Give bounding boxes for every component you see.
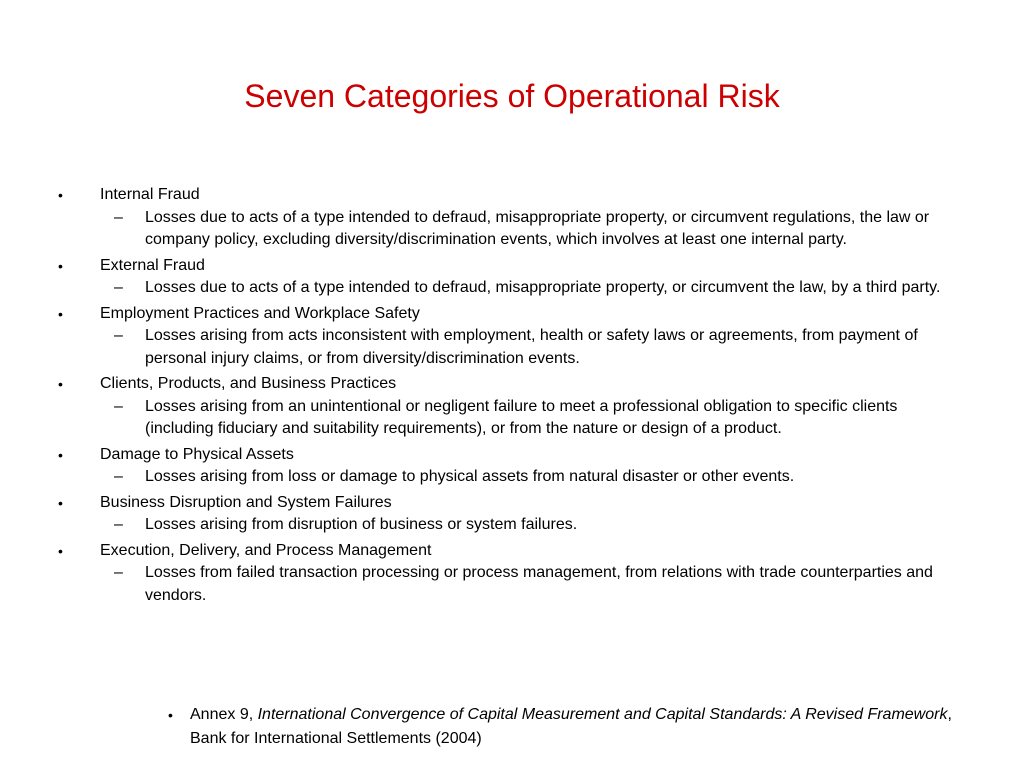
category-heading: Employment Practices and Workplace Safety bbox=[100, 304, 420, 322]
dash-icon: – bbox=[114, 279, 123, 296]
list-item bbox=[0, 255, 1024, 300]
category-description bbox=[0, 466, 1024, 489]
category-description bbox=[0, 396, 1024, 441]
list-item bbox=[0, 373, 1024, 441]
category-description bbox=[0, 277, 1024, 300]
dash-icon: – bbox=[114, 397, 123, 415]
category-heading: Clients, Products, and Business Practices bbox=[100, 375, 397, 392]
category-description bbox=[0, 207, 1024, 252]
dash-icon: – bbox=[114, 327, 123, 344]
list-item bbox=[0, 184, 1024, 252]
bullet-icon: • bbox=[58, 187, 63, 203]
citation-source: , Bank for International Settlements (2004) bbox=[190, 706, 952, 747]
category-heading: Damage to Physical Assets bbox=[100, 445, 294, 463]
category-heading: External Fraud bbox=[100, 256, 205, 274]
category-heading: Business Disruption and System Failures bbox=[100, 493, 392, 511]
list-item bbox=[0, 444, 1024, 489]
description-text: Losses due to acts of a type intended to defraud, misappropriate property, or circumvent regulations, the law or company policy, excluding diversity/discrimination events, which involves at least one internal party. bbox=[145, 208, 930, 248]
bullet-icon: • bbox=[58, 257, 63, 274]
bullet-icon: • bbox=[168, 707, 173, 723]
category-description bbox=[0, 325, 1024, 370]
dash-icon: – bbox=[114, 468, 123, 485]
description-text: Losses arising from acts inconsistent with employment, health or safety laws or agreements, from payment of personal injury claims, or from diversity/discrimination events. bbox=[145, 327, 918, 367]
category-heading: Execution, Delivery, and Process Management bbox=[100, 541, 432, 559]
bullet-icon: • bbox=[58, 494, 63, 511]
description-text: Losses from failed transaction processing or process management, from relations with trade counterparties and vendors. bbox=[145, 564, 933, 604]
citation-title: International Convergence of Capital Measurement and Capital Standards: A Revised Framework bbox=[257, 706, 948, 723]
list-item bbox=[0, 540, 1024, 608]
list-item bbox=[0, 492, 1024, 537]
bullet-icon: • bbox=[58, 305, 63, 322]
bullet-icon: • bbox=[58, 376, 63, 392]
dash-icon: – bbox=[114, 564, 123, 581]
bullet-icon: • bbox=[58, 542, 63, 559]
dash-icon: – bbox=[114, 208, 123, 226]
citation-prefix: Annex 9, bbox=[190, 706, 258, 723]
source-citation bbox=[168, 703, 980, 751]
description-text: Losses arising from an unintentional or negligent failure to meet a professional obligation to specific clients (including fiduciary and suitability requirements), or from the nature or design of a product. bbox=[145, 397, 898, 437]
category-description bbox=[0, 514, 1024, 537]
category-description bbox=[0, 562, 1024, 607]
category-heading: Internal Fraud bbox=[100, 186, 200, 203]
bullet-icon: • bbox=[58, 446, 63, 463]
description-text: Losses arising from disruption of business or system failures. bbox=[145, 516, 578, 533]
list-item bbox=[0, 303, 1024, 371]
risk-category-list bbox=[0, 184, 1024, 607]
description-text: Losses due to acts of a type intended to defraud, misappropriate property, or circumvent the law, by a third party. bbox=[145, 279, 941, 296]
slide-title: Seven Categories of Operational Risk bbox=[244, 78, 780, 114]
dash-icon: – bbox=[114, 516, 123, 533]
description-text: Losses arising from loss or damage to physical assets from natural disaster or other events. bbox=[145, 468, 795, 485]
